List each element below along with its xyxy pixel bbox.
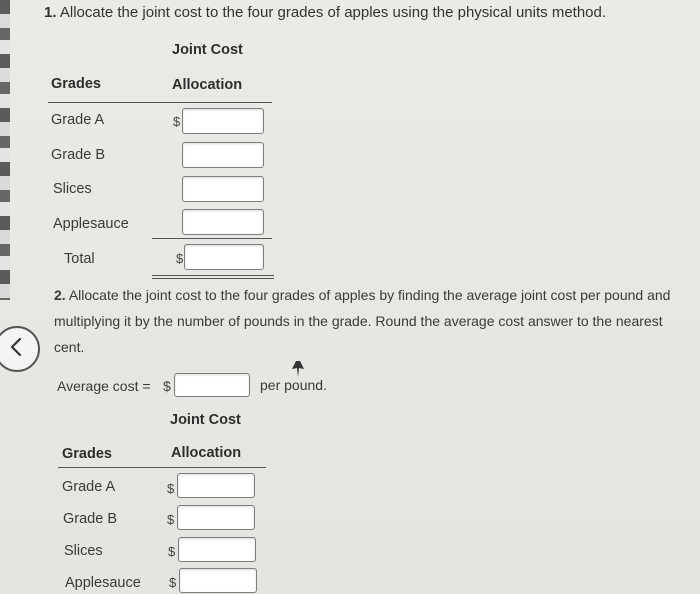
q2-col-head-allocation: Allocation	[171, 445, 242, 461]
q2-grade-a-allocation-input[interactable]	[177, 473, 255, 498]
q2-row-grade-a-label: Grade A	[62, 479, 116, 495]
q1-col-head-joint-cost: Joint Cost	[172, 42, 243, 58]
q2-col-head-grades: Grades	[62, 446, 112, 462]
q1-slices-allocation-input[interactable]	[182, 176, 264, 202]
q1-double-rule-bottom	[152, 278, 274, 279]
q2-col-head-joint-cost: Joint Cost	[170, 412, 241, 428]
q2-row-applesauce-currency: $	[169, 575, 177, 590]
question-2-prompt: Allocate the joint cost to the four grades of apples by finding the average joint cost per pound and multiplying it by the number of pounds in the grade. Round the average cost answer to the nearest cent.	[54, 287, 671, 355]
per-pound-label: per pound.	[260, 377, 327, 393]
average-cost-input[interactable]	[174, 373, 250, 397]
question-1-title	[44, 4, 606, 21]
q1-total-allocation-input[interactable]	[184, 244, 264, 270]
q1-row-total-label: Total	[64, 251, 95, 267]
q1-grade-b-allocation-input[interactable]	[182, 142, 264, 168]
question-1-number: 1.	[44, 4, 57, 21]
browser-edge-strip	[0, 0, 10, 300]
average-cost-currency: $	[163, 378, 171, 394]
q2-applesauce-allocation-input[interactable]	[179, 568, 257, 593]
question-1-prompt: Allocate the joint cost to the four grades of apples using the physical units method.	[59, 4, 607, 21]
q1-row-applesauce-label: Applesauce	[53, 216, 129, 232]
q2-row-applesauce-label: Applesauce	[65, 575, 141, 591]
mouse-pointer-icon	[292, 361, 304, 382]
q1-row-total-currency: $	[176, 251, 184, 266]
question-2-text	[54, 282, 694, 360]
q1-row-grade-b-label: Grade B	[51, 147, 105, 163]
q2-row-grade-b-label: Grade B	[63, 511, 117, 527]
q1-row-grade-a-currency: $	[173, 114, 181, 129]
question-2-number: 2.	[54, 287, 66, 303]
chevron-left-icon	[6, 336, 28, 363]
q2-slices-allocation-input[interactable]	[178, 537, 256, 562]
back-button[interactable]	[0, 326, 40, 372]
average-cost-label: Average cost =	[57, 378, 151, 394]
q1-row-slices-label: Slices	[53, 181, 92, 197]
q2-row-slices-currency: $	[168, 544, 176, 559]
q2-grade-b-allocation-input[interactable]	[177, 505, 255, 530]
q1-col-head-grades: Grades	[51, 76, 101, 92]
q2-row-grade-b-currency: $	[167, 512, 175, 527]
q1-applesauce-allocation-input[interactable]	[182, 209, 264, 235]
q1-total-rule	[152, 238, 272, 239]
q2-row-grade-a-currency: $	[167, 481, 175, 496]
q1-double-rule-top	[152, 275, 274, 276]
q1-header-rule	[48, 102, 272, 103]
q2-row-slices-label: Slices	[64, 543, 103, 559]
q1-grade-a-allocation-input[interactable]	[182, 108, 264, 134]
q1-col-head-allocation: Allocation	[172, 77, 243, 93]
q1-row-grade-a-label: Grade A	[51, 112, 105, 128]
q2-header-rule	[58, 467, 266, 468]
